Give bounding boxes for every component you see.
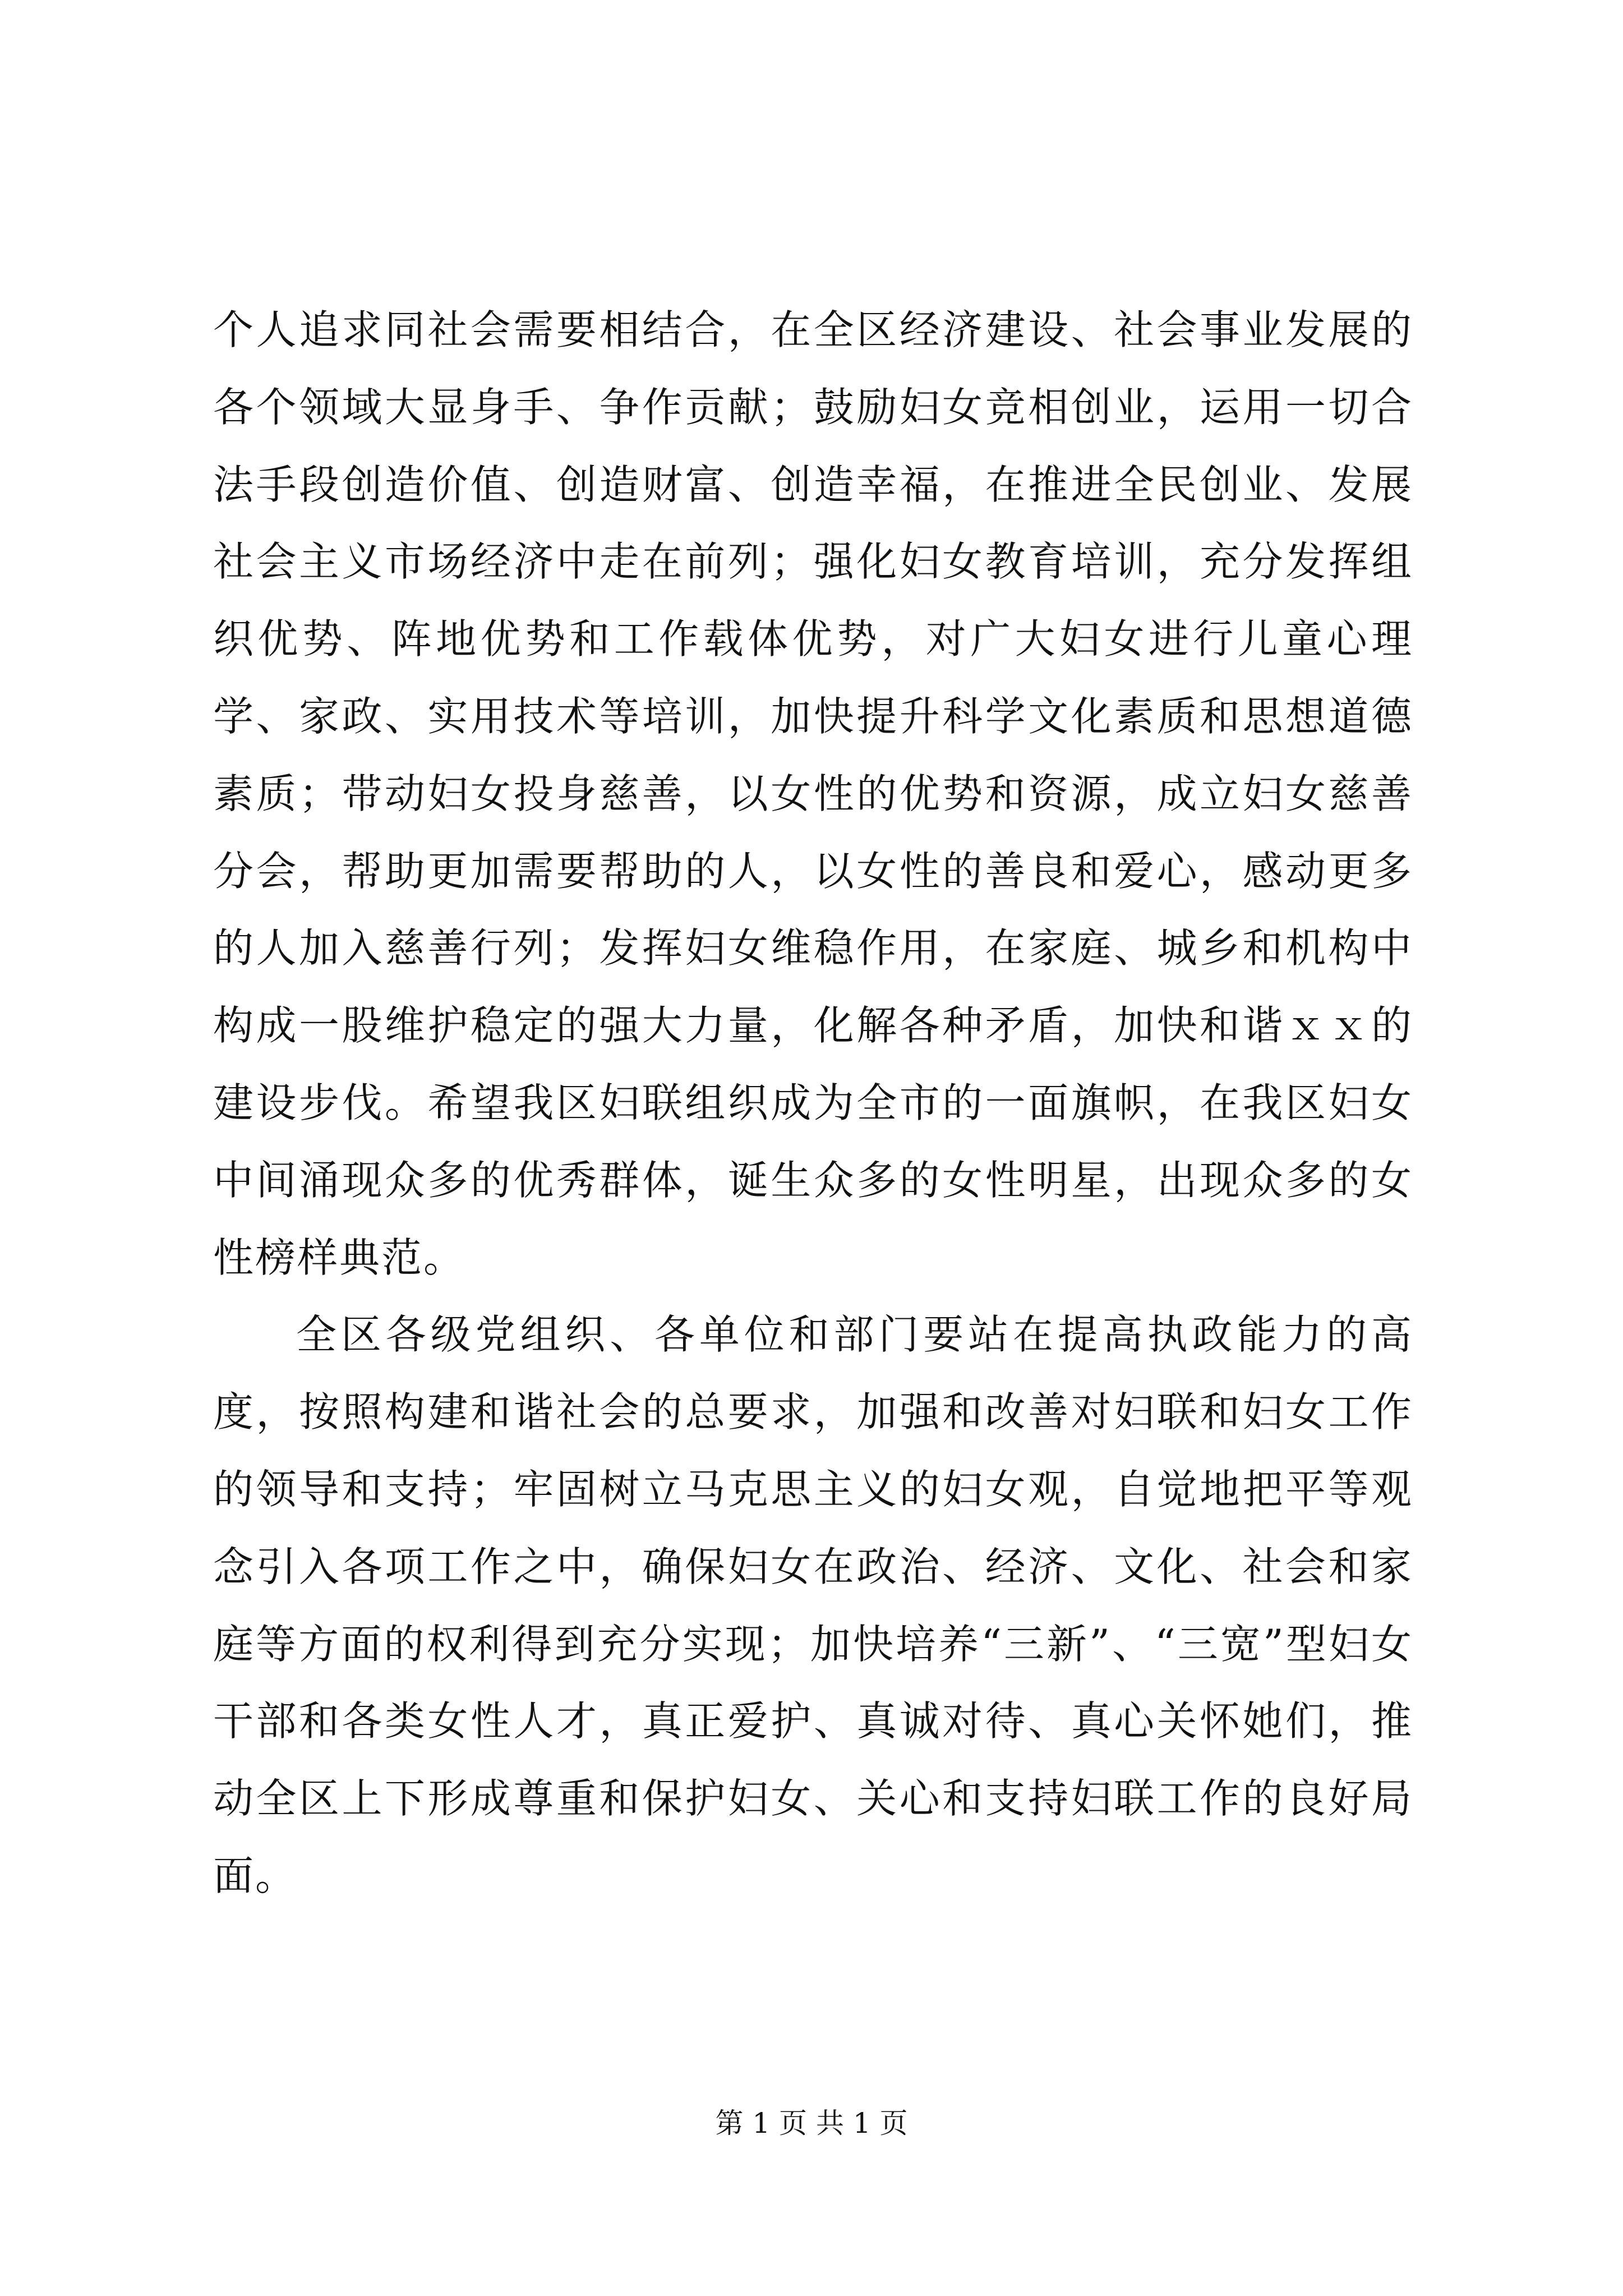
- page-footer: 第 1 页 共 1 页: [715, 2107, 908, 2139]
- paragraph-2: 全区各级党组织、各单位和部门要站在提高执政能力的高度，按照构建和谐社会的总要求，加强和改善对妇联和妇女工作的领导和支持；牢固树立马克思主义的妇女观，自觉地把平等观念引入各项工作之中，确保妇女在政治、经济、文化、社会和家庭等方面的权利得到充分实现；加快培养“三新”、“三宽”型妇女干部和各类女性人才，真正爱护、真诚对待、真心关怀她们，推动全区上下形成尊重和保护妇女、关心和支持妇联工作的良好局面。: [213, 1311, 1413, 1899]
- document-body: [213, 292, 1413, 1915]
- paragraph-1: 个人追求同社会需要相结合，在全区经济建设、社会事业发展的各个领域大显身手、争作贡献；鼓励妇女竞相创业，运用一切合法手段创造价值、创造财富、创造幸福，在推进全民创业、发展社会主义市场经济中走在前列；强化妇女教育培训，充分发挥组织优势、阵地优势和工作载体优势，对广大妇女进行儿童心理学、家政、实用技术等培训，加快提升科学文化素质和思想道德素质；带动妇女投身慈善，以女性的优势和资源，成立妇女慈善分会，帮助更加需要帮助的人，以女性的善良和爱心，感动更多的人加入慈善行列；发挥妇女维稳作用，在家庭、城乡和机构中构成一股维护稳定的强大力量，化解各种矛盾，加快和谐ｘｘ的建设步伐。希望我区妇联组织成为全市的一面旗帜，在我区妇女中间涌现众多的优秀群体，诞生众多的女性明星，出现众多的女性榜样典范。: [213, 306, 1413, 1281]
